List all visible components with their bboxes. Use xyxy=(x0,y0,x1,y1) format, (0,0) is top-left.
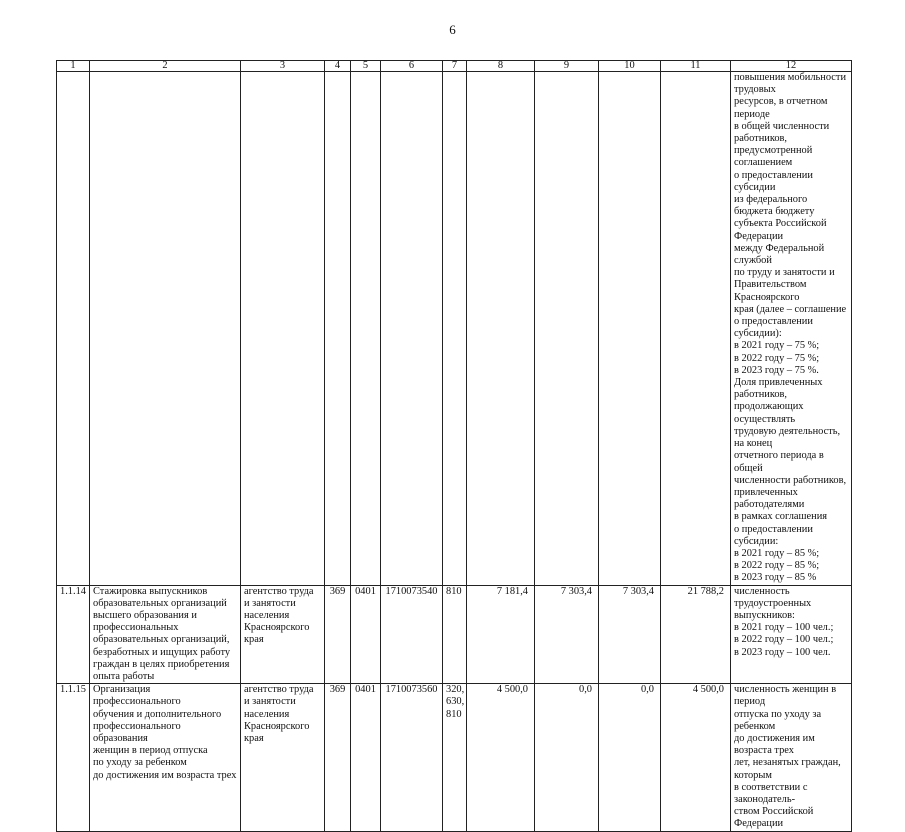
indicator-cell: повышения мобильности трудовых ресурсов, в отчетном периоде в общей численности работников, предусмотренной соглашением о предоставлении субсидии из федерального бюджета бюджету субъекта Российской Федерации между Федеральной службой по труду и занятости и Правительством Красноярского края (далее – соглашение о предоставлении субсидии): в 2021 году – 75 %; в 2022 году – 75 %; в 2023 году – 75 %. Доля привлеченных работников, продолжающих осуществлять трудовую деятельность, на конец отчетного периода в общей численности работников, привлеченных работодателями в рамках соглашения о предоставлении субсидии: в 2021 году – 85 %; в 2022 году – 85 %; в 2023 году – 85 % xyxy=(731,72,852,586)
page-number: 6 xyxy=(449,22,456,37)
item-number: 1.1.15 xyxy=(57,684,90,831)
section-code: 0401 xyxy=(351,684,381,831)
col-header: 12 xyxy=(731,61,852,72)
amount-2021: 4 500,0 xyxy=(467,684,535,831)
col-header: 8 xyxy=(467,61,535,72)
amount-2022: 7 303,4 xyxy=(535,585,599,684)
amount-total: 4 500,0 xyxy=(661,684,731,831)
empty-cell xyxy=(381,72,443,586)
empty-cell xyxy=(90,72,241,586)
amount-2023: 0,0 xyxy=(599,684,661,831)
expected-result: численность женщин в период отпуска по уходу за ребенком до достижения им возраста трех лет, незанятых граждан, которым в соответствии с законодатель- ством Российской Федерации xyxy=(731,684,852,831)
amount-total: 21 788,2 xyxy=(661,585,731,684)
item-number: 1.1.14 xyxy=(57,585,90,684)
empty-cell xyxy=(443,72,467,586)
empty-cell xyxy=(467,72,535,586)
grbs-code: 369 xyxy=(325,684,351,831)
section-code: 0401 xyxy=(351,585,381,684)
amount-2021: 7 181,4 xyxy=(467,585,535,684)
col-header: 5 xyxy=(351,61,381,72)
target-article-code: 1710073540 xyxy=(381,585,443,684)
empty-cell xyxy=(535,72,599,586)
col-header: 10 xyxy=(599,61,661,72)
empty-cell xyxy=(57,72,90,586)
col-header: 1 xyxy=(57,61,90,72)
continuation-row xyxy=(57,72,852,586)
table-row xyxy=(57,684,852,831)
table-row xyxy=(57,585,852,684)
col-header: 9 xyxy=(535,61,599,72)
grbs-code: 369 xyxy=(325,585,351,684)
program-activities-table xyxy=(56,60,852,832)
responsible-agency: агентство труда и занятости населения Красноярского края xyxy=(241,585,325,684)
col-header: 3 xyxy=(241,61,325,72)
col-header: 6 xyxy=(381,61,443,72)
expected-result: численность трудоустроенных выпускников: в 2021 году – 100 чел.; в 2022 году – 100 чел.; в 2023 году – 100 чел. xyxy=(731,585,852,684)
header-row xyxy=(57,61,852,72)
expense-type-code: 320, 630, 810 xyxy=(443,684,467,831)
activity-name: Стажировка выпускников образовательных организаций высшего образования и профессиональных образовательных организаций, безработных и ищущих работу граждан в целях приобретения опыта работы xyxy=(90,585,241,684)
col-header: 7 xyxy=(443,61,467,72)
amount-2022: 0,0 xyxy=(535,684,599,831)
target-article-code: 1710073560 xyxy=(381,684,443,831)
col-header: 2 xyxy=(90,61,241,72)
empty-cell xyxy=(241,72,325,586)
empty-cell xyxy=(351,72,381,586)
col-header: 4 xyxy=(325,61,351,72)
responsible-agency: агентство труда и занятости населения Красноярского края xyxy=(241,684,325,831)
empty-cell xyxy=(599,72,661,586)
amount-2023: 7 303,4 xyxy=(599,585,661,684)
activity-name: Организация профессионального обучения и дополнительного профессионального образования женщин в период отпуска по уходу за ребенком до достижения им возраста трех xyxy=(90,684,241,831)
expense-type-code: 810 xyxy=(443,585,467,684)
empty-cell xyxy=(661,72,731,586)
empty-cell xyxy=(325,72,351,586)
col-header: 11 xyxy=(661,61,731,72)
